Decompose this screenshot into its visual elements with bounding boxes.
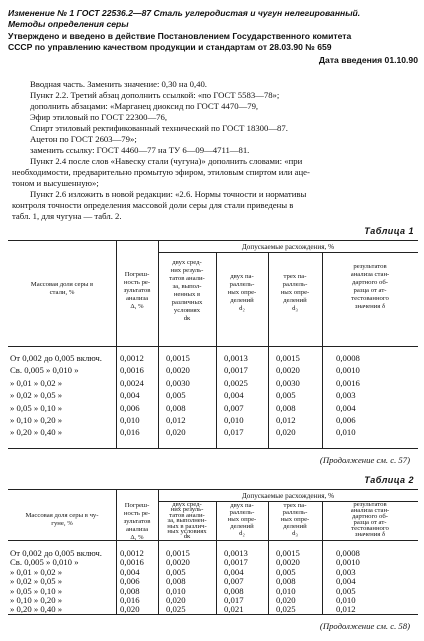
table-cell-delta: 0,006 [120, 402, 140, 413]
table-cell-range: » 0,05 » 0,10 » [10, 402, 63, 413]
table-cell-delta: 0,0012 [120, 548, 144, 558]
header-text-line: тестованного [351, 295, 389, 302]
header-text-line: стали, % [49, 289, 75, 296]
table-cell-delta: 0,010 [120, 415, 140, 425]
table2-continued-note: (Продолжение см. с. 58) [319, 621, 410, 631]
table-cell-range: Св. 0,005 » 0,010 » [10, 365, 79, 376]
header-text-line: Δ, % [130, 303, 144, 310]
table1 [8, 240, 418, 449]
table-cell-d2: 0,017 [224, 427, 244, 438]
amendment-title-line1: Изменение № 1 ГОСТ 22536.2—87 Сталь углеродистая и чугун нелегированный. [8, 8, 361, 18]
body-line: контроля точности определения массовой доли серы для стали приведены в [12, 200, 294, 210]
table-cell-dk: 0,010 [166, 585, 186, 596]
table-cell-d2: 0,021 [224, 604, 244, 615]
table-cell-d3: 0,0015 [276, 353, 300, 363]
table-cell-range: » 0,10 » 0,20 » [10, 415, 63, 425]
table-cell-dk: 0,020 [166, 595, 186, 605]
header-text-line: трех па- [283, 502, 307, 509]
table1-title: Таблица 1 [364, 226, 414, 236]
table2 [8, 489, 418, 615]
header-text-line: ных условиях [167, 528, 207, 536]
header-text-line: различных [171, 299, 203, 306]
table-cell-d2: 0,0017 [224, 557, 248, 568]
body-line: Вводная часть. Заменить значение: 0,30 на 0,40. [30, 79, 207, 89]
table-cell-d2: 0,0025 [224, 377, 248, 388]
header-text-line: результатов [353, 501, 387, 508]
table-cell-delta: 0,016 [120, 427, 140, 438]
header-text-line: результатов [353, 263, 387, 270]
table-cell-dk: 0,005 [166, 566, 186, 577]
header-text-line: двух сред- [172, 501, 202, 508]
header-text-line: условиях [173, 307, 201, 314]
header-text-line: трех па- [283, 273, 307, 280]
table-cell-delta: 0,0016 [120, 557, 144, 568]
table-cell-dk: 0,0015 [166, 353, 190, 363]
approval-line2: СССР по управлению качеством продукции и стандартам от 28.03.90 № 659 [8, 42, 332, 52]
table-cell-s: 0,010 [336, 427, 356, 438]
table-cell-d2: 0,010 [224, 415, 244, 425]
table-cell-s: 0,006 [336, 415, 356, 425]
header-text-line: дартного об- [351, 513, 389, 520]
header-text-line: делений [230, 297, 254, 304]
header-text-line: Δ, % [130, 534, 144, 541]
table-cell-range: » 0,01 » 0,02 » [10, 377, 63, 388]
header-text-line: d₃ [292, 530, 298, 537]
table-cell-delta: 0,008 [120, 585, 140, 596]
table-cell-delta: 0,004 [120, 566, 140, 577]
table-cell-d3: 0,0015 [276, 548, 300, 558]
table-cell-d3: 0,020 [276, 427, 296, 438]
header-text-line: дартного об- [351, 279, 389, 286]
table-cell-d2: 0,0017 [224, 365, 248, 376]
header-text-line: значения δ [354, 303, 386, 310]
table-cell-range: » 0,20 » 0,40 » [10, 604, 63, 615]
header-text-line: ных опре- [280, 516, 310, 523]
table-cell-d2: 0,008 [224, 585, 244, 596]
table-cell-dk: 0,012 [166, 415, 186, 425]
table-cell-delta: 0,006 [120, 576, 140, 587]
header-text-line: делений [283, 297, 307, 304]
table1-col-d2-header [216, 273, 268, 313]
table-cell-d2: 0,0013 [224, 353, 248, 363]
effective-date: Дата введения 01.10.90 [318, 55, 418, 65]
table-cell-s: 0,003 [336, 566, 356, 577]
table-cell-d3: 0,005 [276, 566, 296, 577]
table-cell-s: 0,012 [336, 604, 356, 615]
body-line: Ацетон по ГОСТ 2603—79»; [30, 134, 137, 144]
table-cell-d3: 0,012 [276, 415, 296, 425]
table-cell-d2: 0,004 [224, 566, 244, 577]
table2-col-d3-header [268, 502, 322, 537]
table-cell-range: Св. 0,005 » 0,010 » [10, 557, 79, 568]
table-cell-d3: 0,020 [276, 595, 296, 605]
header-text-line: ность ре- [123, 510, 151, 517]
header-text-line: раллель- [229, 509, 255, 516]
table-cell-dk: 0,008 [166, 402, 186, 413]
header-text-line: зультатов [123, 518, 151, 525]
table-cell-range: » 0,02 » 0,05 » [10, 576, 63, 587]
header-text-line: анализа стан- [350, 271, 390, 278]
header-text-line: них резуль- [170, 267, 204, 274]
table-cell-delta: 0,016 [120, 595, 140, 605]
body-line: Пункт 2.2. Третий абзац дополнить ссылкой: «по ГОСТ 5583—78»; [30, 90, 280, 100]
header-text-line: Погреш- [124, 271, 150, 278]
approval-line1: Утверждено и введено в действие Постановлением Государственного комитета [8, 31, 352, 41]
header-text-line: татов анали- [169, 275, 205, 282]
header-text-line: двух па- [230, 502, 254, 509]
table-cell-dk: 0,0020 [166, 557, 190, 568]
header-text-line: делений [230, 523, 254, 530]
table-cell-s: 0,0008 [336, 548, 360, 558]
table-cell-s: 0,004 [336, 576, 356, 587]
header-text-line: dк [183, 533, 191, 541]
header-text-line: за, выполнен- [167, 517, 207, 525]
header-text-line: ных опре- [227, 516, 257, 523]
table1-col-delta-header [116, 271, 158, 311]
table-cell-d2: 0,0013 [224, 548, 248, 558]
table-cell-s: 0,0016 [336, 377, 360, 388]
body-line: Пункт 2.4 после слов «Навеску стали (чугуна)» дополнить словами: «при [30, 156, 303, 166]
header-text-line: делений [283, 523, 307, 530]
header-text-line: значения δ [354, 531, 386, 538]
header-text-line: тестованного [351, 525, 389, 532]
header-text-line: ных опре- [227, 289, 257, 296]
header-text-line: татов анали- [169, 511, 205, 519]
table2-col-delta-header [116, 502, 158, 542]
table2-group-header: Допускаемые расхождения, % [241, 492, 335, 500]
header-text-line: Массовая доля серы в чу- [25, 512, 99, 519]
table-cell-s: 0,010 [336, 595, 356, 605]
table2-title: Таблица 2 [364, 475, 414, 485]
table-cell-dk: 0,005 [166, 390, 186, 401]
header-text-line: анализа [125, 295, 149, 302]
header-text-line: раллель- [282, 509, 308, 516]
table2-col-d2-header [216, 502, 268, 537]
table2-col-std-header [322, 502, 418, 538]
body-line: табл. 1, для чугуна — табл. 2. [12, 211, 122, 221]
table-cell-dk: 0,0030 [166, 377, 190, 388]
header-text-line: d₂ [239, 305, 245, 312]
body-line: необходимости, предварительно промытую эфиром, этиловым спиртом или аце- [12, 167, 310, 177]
header-text-line: Массовая доля серы в [30, 281, 94, 288]
table-cell-s: 0,004 [336, 402, 356, 413]
approval-statement [8, 31, 418, 53]
table1-group-header: Допускаемые расхождения, % [241, 243, 335, 251]
table-cell-delta: 0,0024 [120, 377, 144, 388]
header-text-line: dк [183, 315, 191, 322]
header-text-line: них резуль- [170, 506, 204, 514]
table2-col-range-header [8, 512, 116, 528]
table-cell-dk: 0,008 [166, 576, 186, 587]
table-cell-delta: 0,004 [120, 390, 140, 401]
table-cell-delta: 0,020 [120, 604, 140, 615]
table-cell-d3: 0,0030 [276, 377, 300, 388]
table-cell-d3: 0,008 [276, 402, 296, 413]
header-text-line: анализа стан- [350, 507, 390, 514]
table1-col-d3-header [268, 273, 322, 313]
table-cell-s: 0,0010 [336, 557, 360, 568]
table-cell-d3: 0,010 [276, 585, 296, 596]
table-cell-dk: 0,025 [166, 604, 186, 615]
table-cell-delta: 0,0016 [120, 365, 144, 376]
body-line: Эфир этиловый по ГОСТ 22300—76, [30, 112, 168, 122]
header-text-line: раллель- [229, 281, 255, 288]
body-line: Спирт этиловый ректификованный технический по ГОСТ 18300—87. [30, 123, 288, 133]
header-text-line: двух сред- [172, 259, 202, 266]
table2-col-dk-header [158, 502, 216, 540]
table-cell-dk: 0,0020 [166, 365, 190, 376]
table-cell-d3: 0,0020 [276, 365, 300, 376]
header-text-line: разца от ат- [353, 519, 387, 526]
body-line: дополнить абзацами: «Марганец диоксид по ГОСТ 4470—79, [30, 101, 259, 111]
table-cell-s: 0,0008 [336, 353, 360, 363]
table-cell-d2: 0,004 [224, 390, 244, 401]
table1-continued-note: (Продолжение см. с. 57) [319, 455, 410, 465]
table-cell-range: » 0,20 » 0,40 » [10, 427, 63, 438]
header-text-line: Погреш- [124, 502, 150, 509]
header-text-line: ненных в [173, 291, 201, 298]
table-cell-s: 0,0010 [336, 365, 360, 376]
body-line: заменить ссылку: ГОСТ 4460—77 на ТУ 6—09—4711—81. [30, 145, 250, 155]
header-text-line: d₃ [292, 305, 298, 312]
table-cell-dk: 0,020 [166, 427, 186, 438]
table-cell-d3: 0,005 [276, 390, 296, 401]
header-text-line: зультатов [123, 287, 151, 294]
body-line: Пункт 2.6 изложить в новой редакции: «2.6. Нормы точности и нормативы [30, 189, 307, 199]
table1-col-std-header [322, 263, 418, 311]
header-text-line: ных опре- [280, 289, 310, 296]
table-cell-d2: 0,007 [224, 402, 244, 413]
amendment-title-line2: Методы определения серы [8, 19, 129, 29]
table-cell-delta: 0,0012 [120, 353, 144, 363]
header-text-line: гуне, % [51, 520, 73, 527]
amendment-title [8, 8, 418, 30]
table1-col-dk-header [158, 259, 216, 323]
table-cell-d2: 0,017 [224, 595, 244, 605]
table-cell-range: » 0,10 » 0,20 » [10, 595, 63, 605]
table1-col-range-header [8, 281, 116, 297]
table-cell-dk: 0,0015 [166, 548, 190, 558]
table-cell-d3: 0,008 [276, 576, 296, 587]
header-text-line: анализа [125, 526, 149, 533]
table-cell-range: От 0,002 до 0,005 включ. [10, 353, 102, 363]
table-cell-d3: 0,025 [276, 604, 296, 615]
table-cell-s: 0,003 [336, 390, 356, 401]
table-cell-d2: 0,007 [224, 576, 244, 587]
body-line: тоном и высушенную»; [12, 178, 99, 188]
header-text-line: двух па- [230, 273, 254, 280]
header-text-line: разца от ат- [353, 287, 387, 294]
header-text-line: ных в различ- [167, 522, 207, 530]
table-cell-range: » 0,01 » 0,02 » [10, 566, 63, 577]
table-cell-range: » 0,05 » 0,10 » [10, 585, 63, 596]
header-text-line: раллель- [282, 281, 308, 288]
header-text-line: d₂ [239, 530, 245, 537]
table-cell-d3: 0,0020 [276, 557, 300, 568]
table-cell-s: 0,005 [336, 585, 356, 596]
header-text-line: ность ре- [123, 279, 151, 286]
table-cell-range: От 0,002 до 0,005 включ. [10, 548, 102, 558]
table-cell-range: » 0,02 » 0,05 » [10, 390, 63, 401]
header-text-line: за, выпол- [172, 283, 202, 290]
